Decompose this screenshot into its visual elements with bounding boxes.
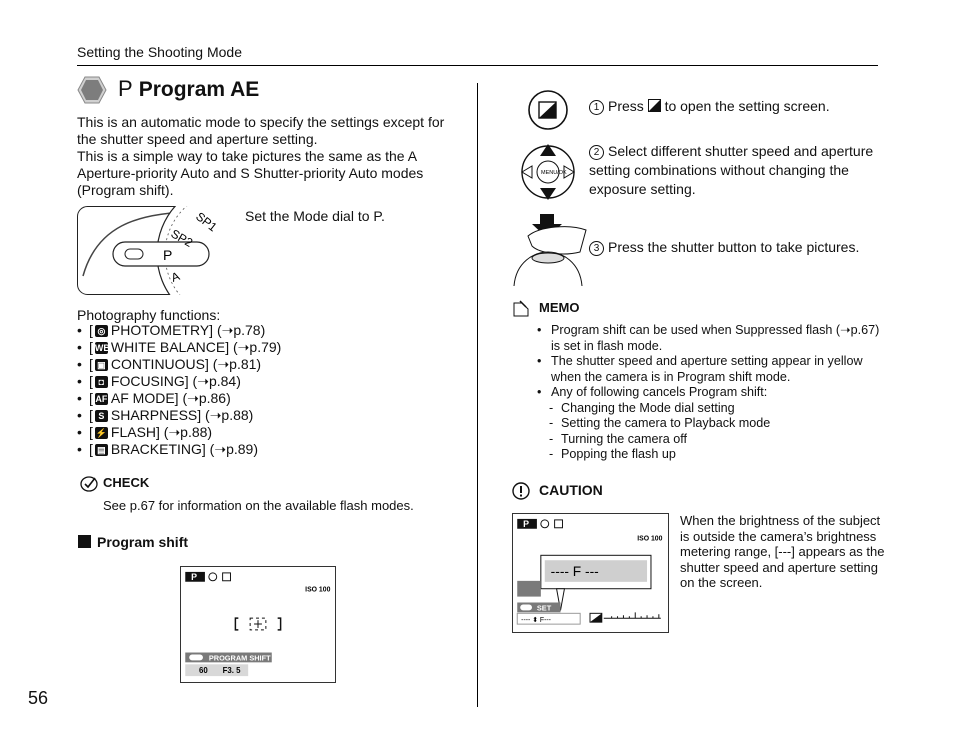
step-2-text: Select different shutter speed and aperture setting combinations without changing the exposure setting. (589, 143, 874, 197)
hexagon-icon (77, 76, 107, 104)
lcd-shutter: 60 (199, 666, 208, 676)
memo-bullet-text: Program shift can be used when Suppressed flash (➝p.67) is set in flash mode. (551, 323, 880, 353)
lcd-iso: ISO 100 (305, 586, 331, 594)
shutter-button-icon (514, 214, 586, 286)
lcd-mode: P (191, 571, 198, 582)
af-mode-icon: AF (95, 393, 108, 404)
check-heading: CHECK (103, 475, 150, 490)
intro-text (77, 114, 457, 199)
dial-label-p: P (163, 247, 173, 263)
function-item: • [ ◘ FOCUSING] (➝p.84) (77, 373, 241, 389)
step-1 (589, 97, 830, 116)
step-number: 3 (589, 241, 604, 256)
memo-dash-item: - Setting the camera to Playback mode (549, 416, 771, 430)
steps-illustrations (510, 86, 590, 286)
program-mode-glyph: P (118, 76, 133, 101)
header-rule (77, 65, 878, 66)
page-title (118, 76, 259, 102)
function-label: BRACKETING] (➝p.89) (110, 441, 258, 457)
continuous-icon: ▣ (95, 359, 108, 371)
caution-icon (512, 482, 532, 502)
function-label: PHOTOMETRY] (➝p.78) (110, 322, 266, 338)
function-label: SHARPNESS] (➝p.88) (110, 407, 254, 423)
function-item: • [ AF AF MODE] (➝p.86) (77, 390, 231, 406)
function-label: FLASH] (➝p.88) (110, 424, 213, 440)
pad-menu-label: MENU/OK (541, 170, 567, 176)
dial-label-sp2: SP2 (168, 226, 196, 250)
page-title-text: Program AE (138, 78, 260, 101)
flash-icon: ⚡ (95, 427, 107, 438)
memo-bullet: • Program shift can be used when Suppressed flash (➝p.67) is set in flash mode. (537, 323, 882, 354)
white-balance-icon: WB (94, 342, 110, 353)
lcd-banner: PROGRAM SHIFT (208, 653, 271, 663)
dial-label-a: A (169, 268, 182, 285)
caution-heading: CAUTION (539, 482, 603, 498)
four-way-pad-icon (522, 144, 574, 200)
lcd2-iso: ISO 100 (637, 535, 663, 543)
function-item: • [ ▤ BRACKETING] (➝p.89) (77, 441, 258, 457)
memo-dash-text: Popping the flash up (561, 447, 676, 461)
memo-icon (512, 300, 532, 318)
step-3 (589, 238, 859, 257)
program-shift-heading: Program shift (97, 534, 189, 550)
mode-dial-illustration (77, 206, 229, 295)
step-3-text: Press the shutter button to take pictures. (608, 239, 860, 255)
function-item: • [ S SHARPNESS] (➝p.88) (77, 407, 254, 423)
function-item: • [ ⚡ FLASH] (➝p.88) (77, 424, 213, 440)
lcd2-set: SET (536, 603, 552, 613)
functions-list (77, 322, 281, 458)
memo-heading: MEMO (539, 300, 580, 315)
memo-bullet-text: Any of following cancels Program shift: (551, 385, 768, 399)
exposure-button-icon (529, 91, 567, 129)
check-text: See p.67 for information on the available flash modes. (103, 498, 414, 513)
step-1-text-after: to open the setting screen. (664, 98, 830, 114)
memo-bullet-text: The shutter speed and aperture setting appear in yellow when the camera is in Program shift mode. (551, 354, 863, 384)
memo-bullet: • Any of following cancels Program shift: (537, 385, 768, 399)
memo-dash-text: Setting the camera to Playback mode (561, 416, 771, 430)
lcd-aperture: F3. 5 (222, 666, 241, 676)
memo-list (537, 323, 882, 463)
bracketing-icon: ▤ (95, 444, 108, 456)
page-number: 56 (28, 688, 49, 708)
exposure-icon (648, 99, 661, 112)
memo-dash-text: Changing the Mode dial setting (561, 400, 735, 415)
step-number: 2 (589, 145, 604, 160)
function-label: FOCUSING] (➝p.84) (110, 373, 241, 389)
memo-dash-item: - Turning the camera off (549, 431, 688, 446)
step-2 (589, 142, 884, 199)
memo-dash-item: - Changing the Mode dial setting (549, 400, 735, 415)
functions-heading: Photography functions: (77, 307, 221, 323)
lcd2-readout: ---- F --- (550, 563, 599, 579)
function-label: CONTINUOUS] (➝p.81) (110, 356, 262, 372)
lcd-program-shift (180, 566, 336, 683)
dial-caption: Set the Mode dial to P. (245, 208, 385, 224)
intro-line-2: This is a simple way to take pictures the same as the A Aperture-priority Auto and S Shutter-priority Auto modes (Program shift). (77, 148, 424, 198)
memo-dash-item: - Popping the flash up (549, 447, 676, 461)
lcd-caution (512, 513, 669, 633)
column-divider (477, 83, 478, 707)
memo-dash-text: Turning the camera off (561, 431, 688, 446)
check-icon (80, 475, 100, 493)
function-item: • [ ◎ PHOTOMETRY] (➝p.78) (77, 322, 266, 338)
step-number: 1 (589, 100, 604, 115)
lcd2-mini: ---- ⬍ F--- (521, 617, 551, 625)
memo-bullet: • The shutter speed and aperture setting appear in yellow when the camera is in Program shift mode. (537, 354, 882, 385)
function-item: • [ WB WHITE BALANCE] (➝p.79) (77, 339, 282, 355)
photometry-icon: ◎ (95, 325, 108, 337)
sharpness-icon: S (95, 410, 108, 422)
section-header: Setting the Shooting Mode (77, 44, 243, 60)
lcd2-mode: P (523, 518, 530, 529)
function-label: AF MODE] (➝p.86) (110, 390, 231, 406)
step-1-text-before: Press (608, 98, 644, 114)
focusing-icon: ◘ (95, 376, 108, 388)
section-square-icon (78, 535, 91, 548)
intro-line-1: This is an automatic mode to specify the settings except for the shutter speed and aperture setting. (77, 114, 445, 147)
caution-text: When the brightness of the subject is outside the camera’s brightness metering range, [---] appears as the shutter speed and aperture setting on the screen. (680, 513, 885, 590)
function-label: WHITE BALANCE] (➝p.79) (110, 339, 282, 355)
function-item: • [ ▣ CONTINUOUS] (➝p.81) (77, 356, 262, 372)
dial-label-sp1: SP1 (193, 209, 220, 235)
